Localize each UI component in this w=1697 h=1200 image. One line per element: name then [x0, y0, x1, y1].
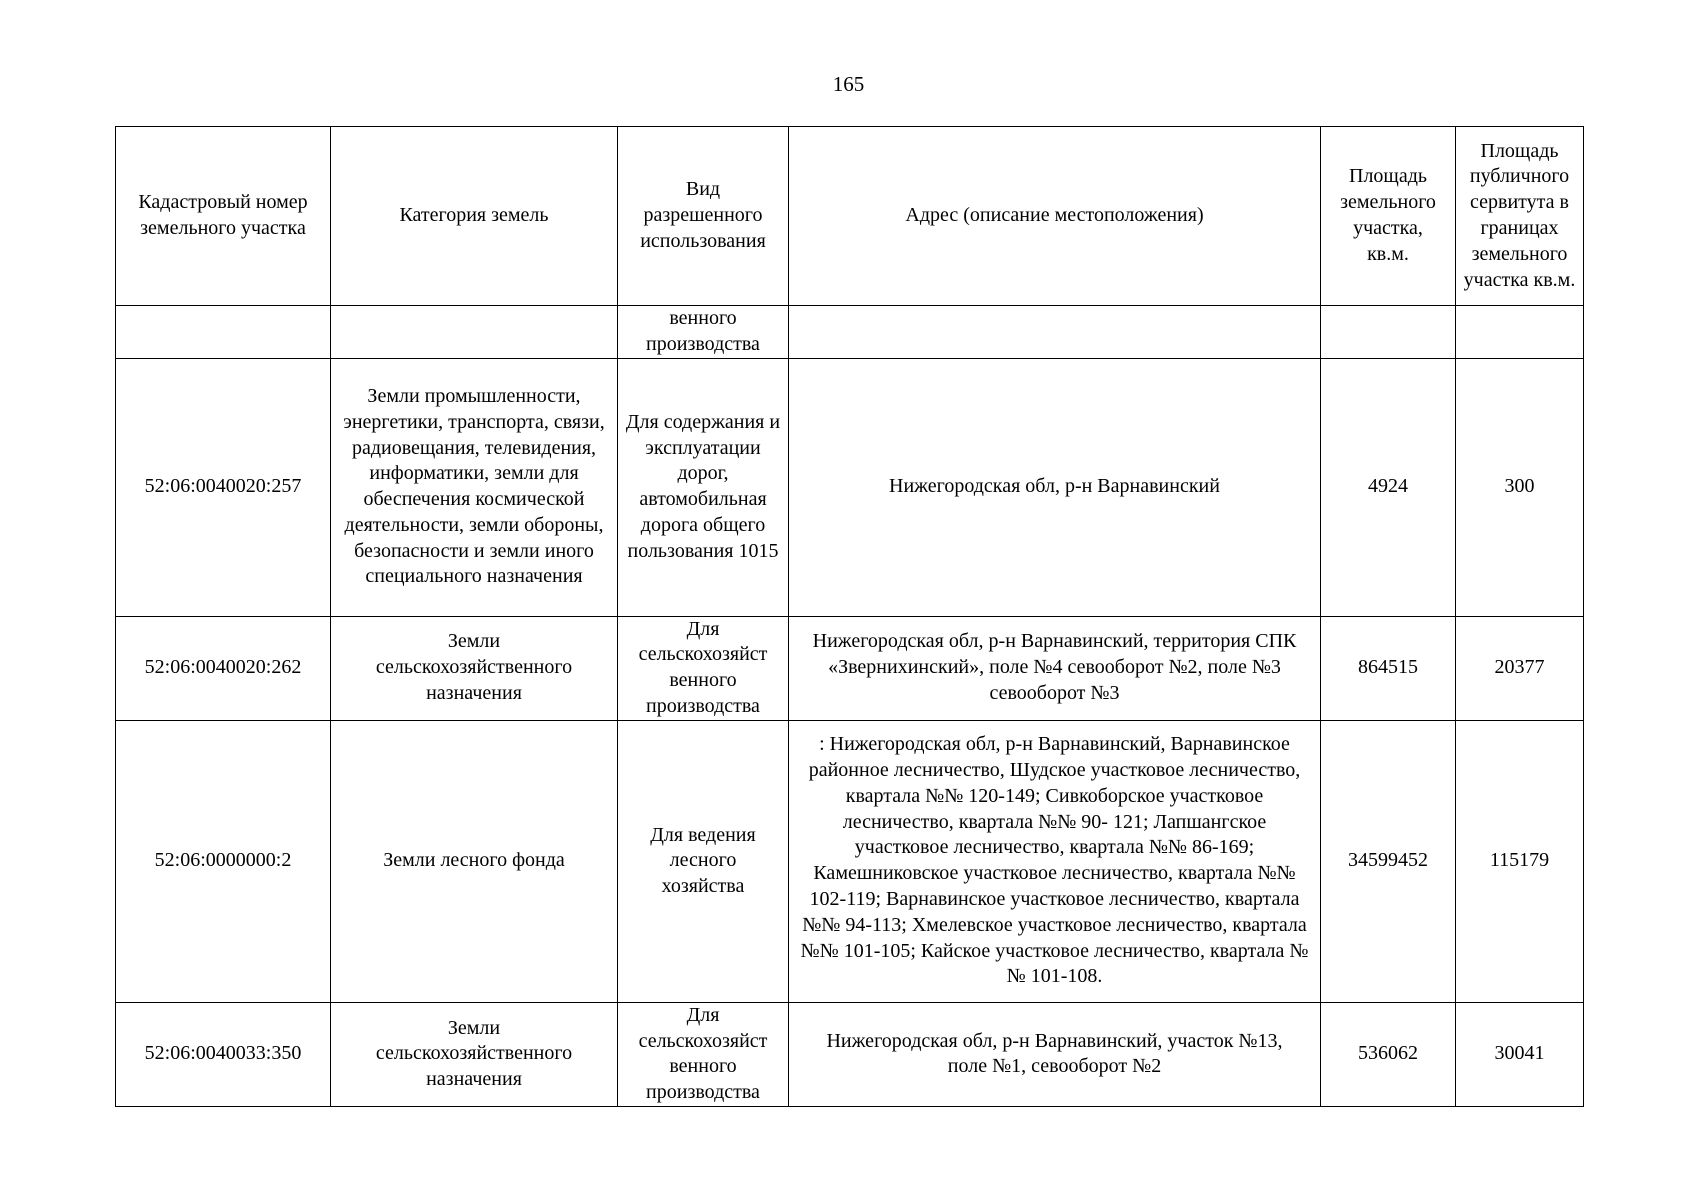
cell-servitude-area	[1456, 306, 1584, 359]
cell-servitude-area: 20377	[1456, 616, 1584, 720]
cell-cadastral-number: 52:06:0040020:257	[116, 358, 331, 616]
land-plot-table	[115, 126, 1584, 1107]
cell-address: Нижегородская обл, р-н Варнавинский, участок №13, поле №1, севооборот №2	[789, 1002, 1321, 1106]
cell-cadastral-number: 52:06:0040033:350	[116, 1002, 331, 1106]
page-number: 165	[832, 72, 865, 96]
cell-plot-area: 536062	[1321, 1002, 1456, 1106]
cell-land-category: Земли лесного фонда	[331, 720, 618, 1002]
cell-land-category	[331, 306, 618, 359]
cell-permitted-use: Для сельскохозяйст венного производства	[618, 1002, 789, 1106]
cell-servitude-area: 115179	[1456, 720, 1584, 1002]
cell-address: Нижегородская обл, р-н Варнавинский, территория СПК «Звернихинский», поле №4 севооборот №2, поле №3 севооборот №3	[789, 616, 1321, 720]
table-row	[116, 1002, 1584, 1106]
table-row	[116, 720, 1584, 1002]
cell-permitted-use: Для содержания и эксплуатации дорог, автомобильная дорога общего пользования 1015	[618, 358, 789, 616]
cell-plot-area	[1321, 306, 1456, 359]
cell-cadastral-number: 52:06:0040020:262	[116, 616, 331, 720]
cell-address: Нижегородская обл, р-н Варнавинский	[789, 358, 1321, 616]
cell-permitted-use: венного производства	[618, 306, 789, 359]
cell-permitted-use: Для сельскохозяйст венного производства	[618, 616, 789, 720]
header-permitted-use: Вид разрешенного использования	[618, 127, 789, 306]
cell-servitude-area: 300	[1456, 358, 1584, 616]
cell-cadastral-number	[116, 306, 331, 359]
header-cadastral-number: Кадастровый номер земельного участка	[116, 127, 331, 306]
table-header-row	[116, 127, 1584, 306]
cell-permitted-use: Для ведения лесного хозяйства	[618, 720, 789, 1002]
cell-land-category: Земли сельскохозяйственного назначения	[331, 616, 618, 720]
cell-land-category: Земли сельскохозяйственного назначения	[331, 1002, 618, 1106]
cell-address	[789, 306, 1321, 359]
header-plot-area: Площадь земельного участка, кв.м.	[1321, 127, 1456, 306]
header-servitude-area: Площадь публичного сервитута в границах земельного участка кв.м.	[1456, 127, 1584, 306]
cell-plot-area: 864515	[1321, 616, 1456, 720]
header-address: Адрес (описание местоположения)	[789, 127, 1321, 306]
cell-servitude-area: 30041	[1456, 1002, 1584, 1106]
cell-address: : Нижегородская обл, р-н Варнавинский, Варнавинское районное лесничество, Шудское участковое лесничество, квартала №№ 120-149; Сивкоборское участковое лесничество, квартала №№ 90- 121; Лапшангское участковое лесничество, квартала №№ 86-169; Камешниковское участковое лесничество, квартала №№ 102-119; Варнавинское участковое лесничество, квартала №№ 94-113; Хмелевское участковое лесничество, квартала №№ 101-105; Кайское участковое лесничество, квартала №№ 101-108.	[789, 720, 1321, 1002]
header-land-category: Категория земель	[331, 127, 618, 306]
table-row	[116, 616, 1584, 720]
table-row	[116, 358, 1584, 616]
cell-plot-area: 4924	[1321, 358, 1456, 616]
cell-land-category: Земли промышленности, энергетики, транспорта, связи, радиовещания, телевидения, информатики, земли для обеспечения космической деятельности, земли обороны, безопасности и земли иного специального назначения	[331, 358, 618, 616]
cell-cadastral-number: 52:06:0000000:2	[116, 720, 331, 1002]
table-row-continuation	[116, 306, 1584, 359]
cell-plot-area: 34599452	[1321, 720, 1456, 1002]
